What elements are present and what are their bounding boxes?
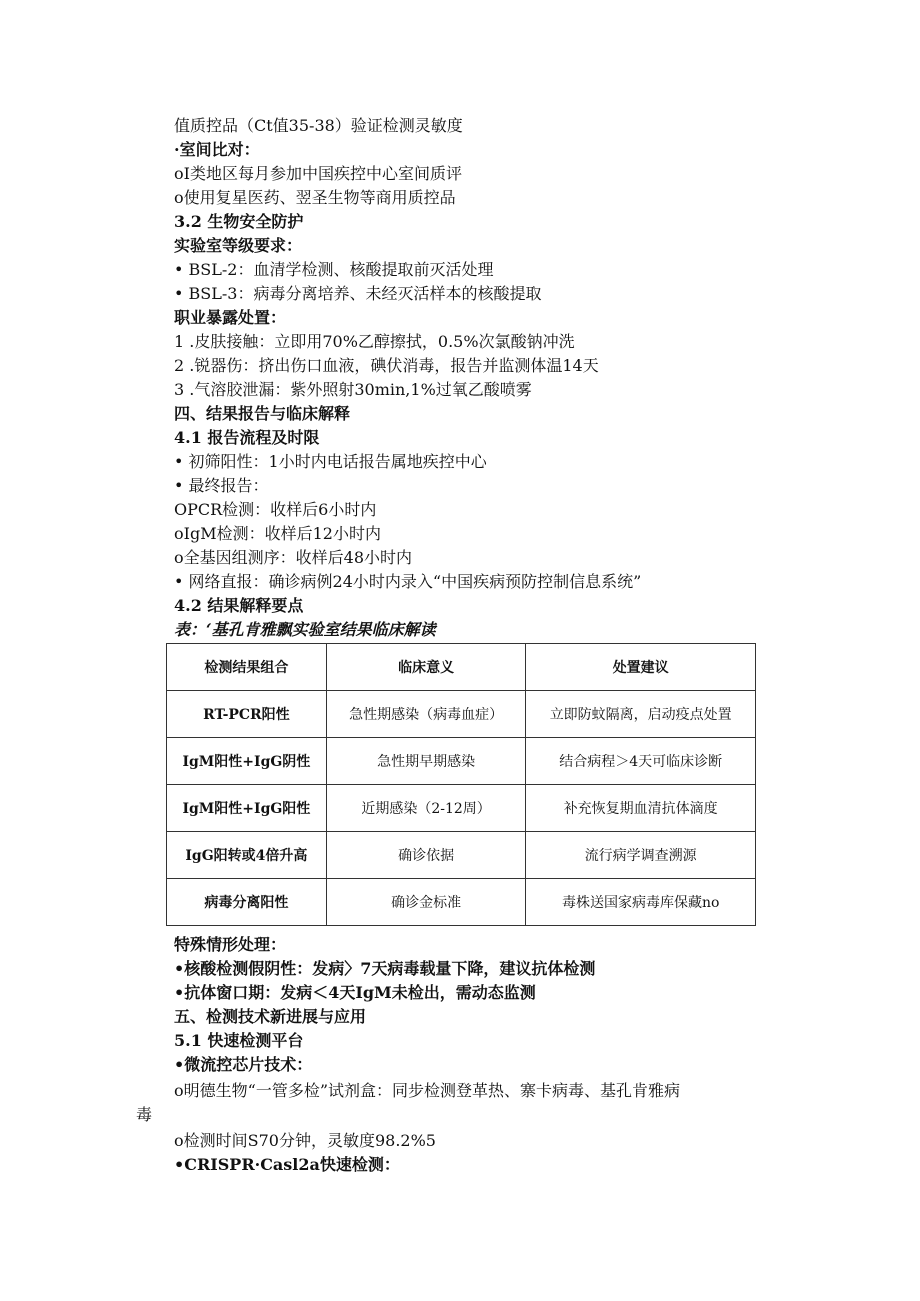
list-item: •CRISPR·Casl2a快速检测： <box>174 1155 400 1174</box>
table-header-cell: 临床意义 <box>326 644 526 691</box>
table-cell: 毒株送国家病毒库保藏no <box>526 879 756 926</box>
table-cell: IgG阳转或4倍升高 <box>167 832 327 879</box>
table-cell: 急性期早期感染 <box>326 738 526 785</box>
list-item: 1 .皮肤接触：立即用70%乙醇擦拭，0.5%次氯酸钠冲洗 <box>174 332 575 351</box>
table-cell: RT-PCR阳性 <box>167 691 327 738</box>
list-item: OPCR检测：收样后6小时内 <box>174 500 377 519</box>
table-cell: IgM阳性+IgG阳性 <box>167 785 327 832</box>
list-item: o全基因组测序：收样后48小时内 <box>174 548 412 567</box>
heading-4-2: 4.2 结果解释要点 <box>174 596 304 615</box>
list-item: •抗体窗口期：发病＜4天IgM未检出，需动态监测 <box>174 983 536 1002</box>
list-item: •核酸检测假阴性：发病〉7天病毒载量下降，建议抗体检测 <box>174 959 596 978</box>
list-item: • 初筛阳性：1小时内电话报告属地疾控中心 <box>174 452 487 471</box>
heading-5-1: 5.1 快速检测平台 <box>174 1031 304 1050</box>
table-cell: 病毒分离阳性 <box>167 879 327 926</box>
heading-section-4: 四、结果报告与临床解释 <box>174 404 351 423</box>
text-line: oI类地区每月参加中国疾控中心室间质评 <box>174 164 462 183</box>
results-table <box>166 643 756 926</box>
table-cell: 近期感染（2-12周） <box>326 785 526 832</box>
text-line: 值质控品（Ct值35-38）验证检测灵敏度 <box>174 116 463 135</box>
table-row <box>167 832 756 879</box>
section-label-interlab: ·室间比对： <box>174 140 260 159</box>
list-item: 3 .气溶胶泄漏：紫外照射30min,1%过氧乙酸喷雾 <box>174 380 532 399</box>
table-cell: 结合病程＞4天可临床诊断 <box>526 738 756 785</box>
table-header-row <box>167 644 756 691</box>
table-cell: 流行病学调查溯源 <box>526 832 756 879</box>
table-cell: 补充恢复期血清抗体滴度 <box>526 785 756 832</box>
heading-4-1: 4.1 报告流程及时限 <box>174 428 320 447</box>
list-item: 2 .锐器伤：挤出伤口血液，碘伏消毒，报告并监测体温14天 <box>174 356 599 375</box>
table-row <box>167 785 756 832</box>
list-item: • BSL-3：病毒分离培养、未经灭活样本的核酸提取 <box>174 284 542 303</box>
list-item: •微流控芯片技术： <box>174 1055 313 1074</box>
table-header-cell: 检测结果组合 <box>167 644 327 691</box>
table-row <box>167 691 756 738</box>
table-cell: 确诊金标准 <box>326 879 526 926</box>
section-label-lab-level: 实验室等级要求： <box>174 236 303 255</box>
list-item: • 网络直报：确诊病例24小时内录入“中国疾病预防控制信息系统” <box>174 572 642 591</box>
table-row <box>167 879 756 926</box>
list-item: o检测时间S70分钟，灵敏度98.2%5 <box>174 1131 436 1150</box>
table-header-cell: 处置建议 <box>526 644 756 691</box>
list-item: • 最终报告： <box>174 476 269 495</box>
section-label-special: 特殊情形处理： <box>174 935 287 954</box>
heading-section-5: 五、检测技术新进展与应用 <box>174 1007 367 1026</box>
list-item: • BSL-2：血清学检测、核酸提取前灭活处理 <box>174 260 494 279</box>
table-cell: 急性期感染（病毒血症） <box>326 691 526 738</box>
list-item-continuation: 毒 <box>136 1105 153 1124</box>
table-row <box>167 738 756 785</box>
text-line: o使用复星医药、翌圣生物等商用质控品 <box>174 188 456 207</box>
table-cell: 立即防蚊隔离，启动疫点处置 <box>526 691 756 738</box>
list-item: oIgM检测：收样后12小时内 <box>174 524 381 543</box>
section-label-exposure: 职业暴露处置： <box>174 308 287 327</box>
heading-3-2: 3.2 生物安全防护 <box>174 212 304 231</box>
list-item: o明德生物“一管多检”试剂盒：同步检测登革热、寨卡病毒、基孔肯雅病 <box>174 1081 680 1100</box>
table-cell: 确诊依据 <box>326 832 526 879</box>
table-cell: IgM阳性+IgG阴性 <box>167 738 327 785</box>
table-caption: 表：‘基孔肯雅飘实验室结果临床解读 <box>174 620 436 639</box>
